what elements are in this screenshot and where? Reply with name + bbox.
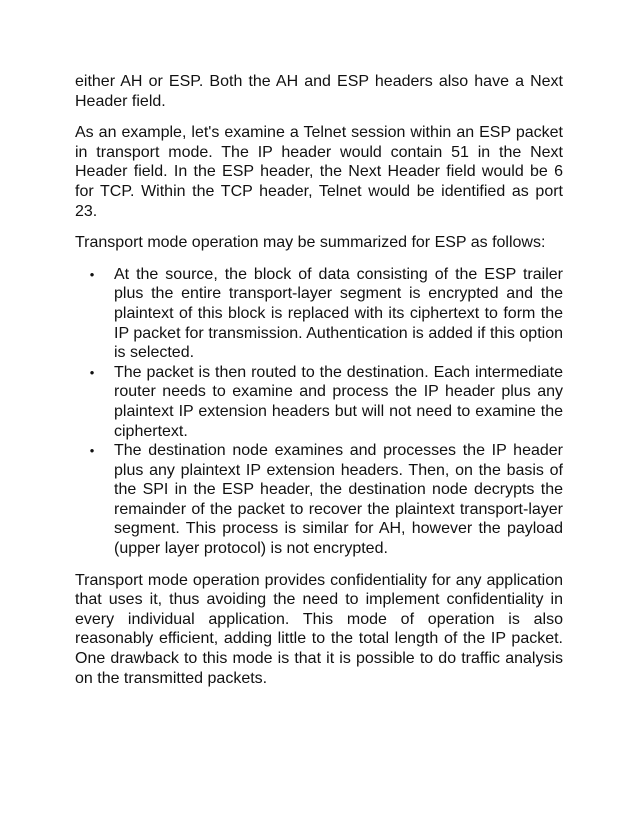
bullet-icon: • bbox=[89, 364, 95, 380]
paragraph-summary-intro: Transport mode operation may be summarized for ESP as follows: bbox=[75, 234, 546, 252]
document-page bbox=[75, 72, 563, 700]
list-item-text: The destination node examines and processes the IP header plus any plaintext IP extension headers. Then, on the basis of the SPI in the ESP header, the destination node decrypts the remainder of the packet to recover the plaintext transport-layer segment. This process is similar for AH, however the payload (upper layer protocol) is not encrypted. bbox=[114, 442, 563, 558]
paragraph-next-header: either AH or ESP. Both the AH and ESP headers also have a Next Header field. bbox=[75, 73, 563, 110]
paragraph-telnet-example: As an example, let's examine a Telnet session within an ESP packet in transport mode. The IP header would contain 51 in the Next Header field. In the ESP header, the Next Header field would be 6 for TCP. Within the TCP header, Telnet would be identified as port 23. bbox=[75, 124, 563, 220]
bullet-icon: • bbox=[89, 266, 95, 282]
bullet-list bbox=[75, 265, 563, 559]
list-item-text: At the source, the block of data consisting of the ESP trailer plus the entire transport-layer segment is encrypted and the plaintext of this block is replaced with its ciphertext to form the IP packet for transmission. Authentication is added if this option is selected. bbox=[114, 265, 563, 362]
list-item bbox=[75, 363, 563, 441]
paragraph-confidentiality: Transport mode operation provides confidentiality for any application that uses it, thus avoiding the need to implement confidentiality in every individual application. This mode of operation is also reasonably efficient, adding little to the total length of the IP packet. One drawback to this mode is that it is possible to do traffic analysis on the transmitted packets. bbox=[75, 571, 563, 687]
bullet-icon: • bbox=[89, 443, 95, 459]
list-item-text: The packet is then routed to the destination. Each intermediate router needs to examine and process the IP header plus any plaintext IP extension headers but will not need to examine the ciphertext. bbox=[114, 363, 563, 440]
list-item bbox=[75, 265, 563, 363]
list-item bbox=[75, 441, 563, 559]
